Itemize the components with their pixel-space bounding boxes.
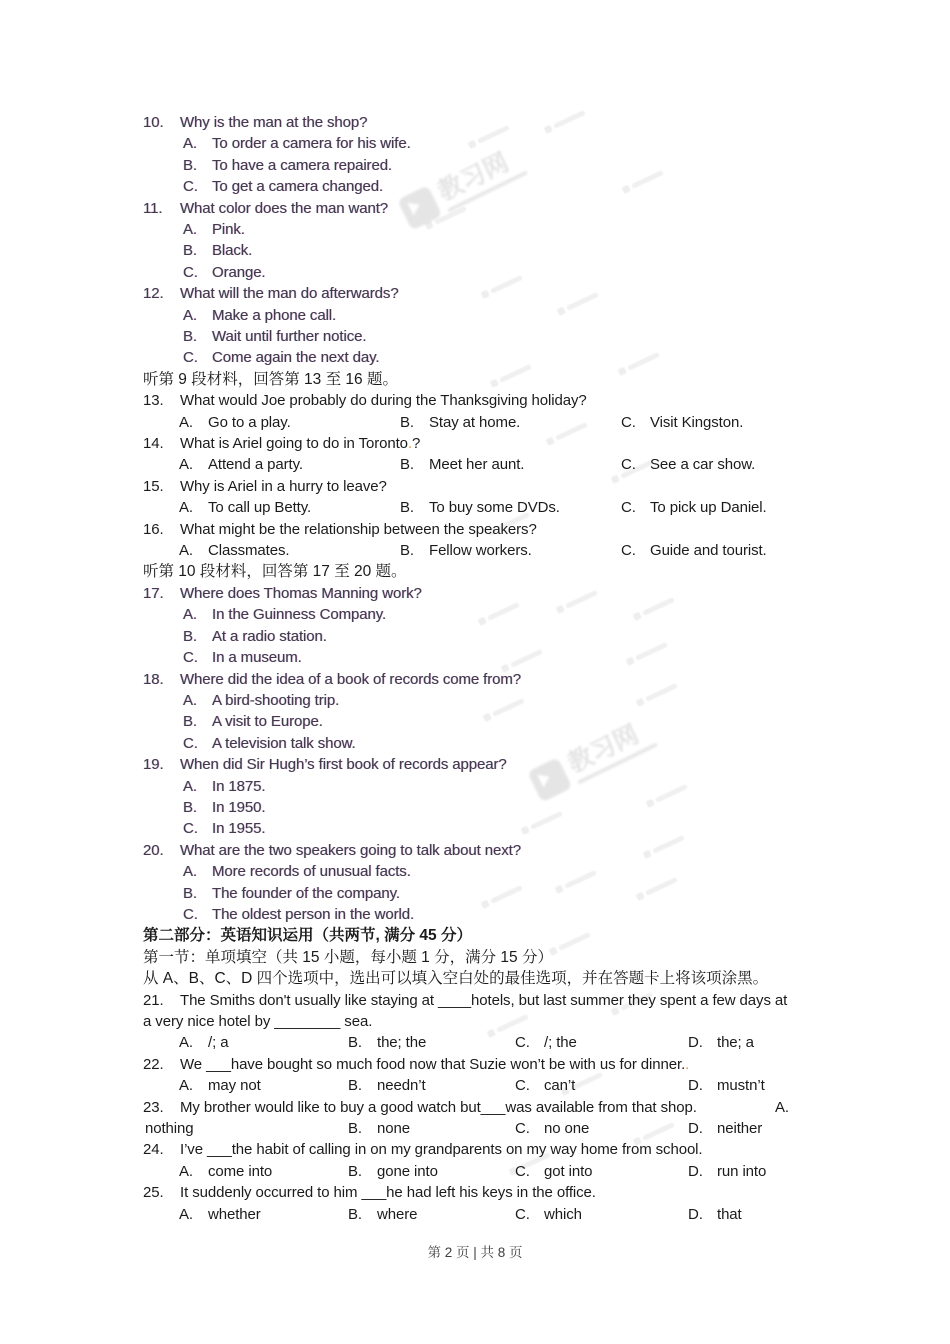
option-letter: B. (348, 1162, 362, 1180)
option-text: In a museum. (212, 649, 302, 667)
option-18-B (143, 711, 843, 732)
question-14 (143, 433, 843, 476)
option-letter: C. (515, 1120, 530, 1137)
option-24-D (688, 1161, 766, 1182)
option-19-A (143, 776, 843, 797)
question-text: What is Ariel going to do in Toronto (180, 435, 408, 453)
question-number: 17. (143, 584, 164, 602)
option-18-A (143, 690, 843, 711)
options-row (143, 1075, 843, 1096)
option-letter: B. (348, 1120, 362, 1137)
option-text: Attend a party. (208, 456, 303, 474)
option-15-B (400, 497, 560, 518)
option-letter: C. (515, 1205, 530, 1223)
question-line (143, 283, 843, 304)
option-text: got into (544, 1162, 593, 1180)
option-text: none (377, 1120, 410, 1137)
option-text: gone into (377, 1162, 438, 1180)
option-13-C (621, 412, 743, 433)
option-25-A (179, 1204, 261, 1225)
option-letter: C. (621, 456, 636, 474)
option-23-D (688, 1118, 762, 1139)
question-11 (143, 198, 843, 284)
question-text: Why is the man at the shop? (180, 114, 368, 131)
option-letter: D. (688, 1034, 703, 1052)
annotation-dot: . (685, 1055, 690, 1073)
question-text: Where did the idea of a book of records come from? (180, 670, 522, 688)
question-number: 25. (143, 1184, 164, 1202)
option-text: Meet her aunt. (429, 456, 525, 474)
option-letter: C. (183, 349, 198, 367)
option-text: the; a (717, 1034, 754, 1052)
question-line (143, 1097, 843, 1118)
question-12 (143, 283, 843, 369)
option-text: nothing (145, 1120, 194, 1137)
question-text: Why is Ariel in a hurry to leave? (180, 477, 387, 495)
option-24-A (179, 1161, 272, 1182)
question-13 (143, 390, 843, 433)
question-text: When did Sir Hugh’s first book of records appear? (180, 756, 507, 774)
options-row (143, 540, 843, 561)
question-number: 11. (143, 199, 163, 217)
option-text: Guide and tourist. (650, 542, 767, 560)
option-text: To order a camera for his wife. (212, 135, 411, 153)
question-20 (143, 840, 843, 926)
question-line (143, 583, 843, 604)
option-13-B (400, 412, 520, 433)
option-letter: A. (183, 863, 197, 881)
options-row (143, 454, 843, 475)
option-23-A (145, 1118, 194, 1139)
option-text: To get a camera changed. (212, 178, 384, 196)
instruction-line: 听第 9 段材料，回答第 13 至 16 题。 (143, 370, 398, 388)
question-number: 13. (143, 392, 164, 410)
option-letter: A. (179, 1205, 193, 1223)
option-text: To buy some DVDs. (429, 499, 560, 517)
question-number: 10. (143, 114, 164, 131)
question-22 (143, 1054, 843, 1097)
option-text: In 1955. (212, 820, 266, 838)
question-line (143, 1182, 843, 1203)
option-letter: C. (183, 649, 198, 667)
option-letter: C. (515, 1034, 530, 1052)
option-text: The founder of the company. (212, 884, 400, 902)
question-text: My brother would like to buy a good watch but___was available from that shop. (180, 1098, 697, 1116)
option-letter: B. (183, 242, 197, 260)
option-letter: B. (400, 456, 414, 474)
question-line (143, 754, 843, 775)
option-letter: B. (400, 542, 414, 560)
option-letter: A. (179, 499, 193, 517)
option-text: Fellow workers. (429, 542, 532, 560)
option-letter: A. (183, 135, 197, 153)
option-letter: D. (688, 1162, 703, 1180)
option-text: mustn’t (717, 1077, 765, 1095)
instruction-line: 第一节：单项填空（共 15 小题，每小题 1 分，满分 15 分） (143, 948, 553, 966)
option-16-B (400, 540, 532, 561)
option-letter: C. (621, 499, 636, 517)
option-text: More records of unusual facts. (212, 863, 411, 881)
question-15 (143, 476, 843, 519)
option-text: that (717, 1205, 742, 1223)
option-14-C (621, 454, 755, 475)
option-10-B (143, 155, 843, 176)
option-24-B (348, 1161, 438, 1182)
option-letter: B. (348, 1077, 362, 1095)
option-letter: C. (183, 178, 198, 196)
options-row (143, 497, 843, 518)
option-letter: B. (183, 884, 197, 902)
option-letter: C. (183, 734, 198, 752)
option-text: Visit Kingston. (650, 413, 744, 431)
question-number: 19. (143, 756, 164, 774)
option-text: In 1950. (212, 798, 266, 816)
option-letter: A. (179, 1162, 193, 1180)
option-20-C (143, 904, 843, 925)
option-letter: A. (179, 413, 193, 431)
option-letter: C. (515, 1077, 530, 1095)
question-18 (143, 669, 843, 755)
question-text: What are the two speakers going to talk about next? (180, 841, 521, 859)
option-text: /; the (544, 1034, 577, 1052)
option-14-A (179, 454, 303, 475)
question-25 (143, 1182, 843, 1225)
option-25-D (688, 1204, 742, 1225)
question-wrap-line: a very nice hotel by ________ sea. (143, 1013, 373, 1030)
option-22-A (179, 1075, 261, 1096)
question-number: 21. (143, 991, 164, 1009)
option-16-A (179, 540, 289, 561)
option-letter: B. (183, 328, 197, 346)
option-text: come into (208, 1162, 273, 1180)
question-number: 14. (143, 435, 164, 453)
question-line (143, 990, 843, 1011)
annotation-dot: . (407, 435, 413, 453)
option-15-C (621, 497, 767, 518)
question-number: 22. (143, 1055, 164, 1073)
option-letter: A. (183, 306, 197, 324)
question-text: What would Joe probably do during the Thanksgiving holiday? (180, 392, 587, 410)
option-letter: B. (183, 798, 197, 816)
option-text: Black. (212, 242, 253, 260)
option-letter: C. (183, 820, 198, 838)
option-text: Stay at home. (429, 413, 521, 431)
options-row (143, 1032, 843, 1053)
question-19 (143, 754, 843, 840)
option-text: See a car show. (650, 456, 756, 474)
option-text: To have a camera repaired. (212, 156, 393, 174)
option-17-A (143, 604, 843, 625)
option-text: At a radio station. (212, 627, 327, 645)
question-23 (143, 1097, 843, 1140)
option-23-C (515, 1118, 589, 1139)
option-text: Pink. (212, 221, 245, 239)
option-11-A (143, 219, 843, 240)
option-16-C (621, 540, 767, 561)
option-text: run into (717, 1162, 767, 1180)
question-text: The Smiths don't usually like staying at ____hotels, but last summer they spent a few days at (180, 991, 788, 1009)
option-text: the; the (377, 1034, 427, 1052)
option-text: can’t (544, 1077, 576, 1095)
option-letter: B. (183, 627, 197, 645)
options-row (143, 412, 843, 433)
instruction-line: 听第 10 段材料，回答第 17 至 20 题。 (143, 563, 407, 581)
question-number: 20. (143, 841, 164, 859)
question-line (143, 519, 843, 540)
question-17 (143, 583, 843, 669)
option-letter: B. (400, 413, 414, 431)
option-text: Classmates. (208, 542, 290, 560)
option-22-D (688, 1075, 765, 1096)
option-21-C (515, 1032, 577, 1053)
option-text: Make a phone call. (212, 306, 337, 324)
option-text: In 1875. (212, 777, 266, 795)
option-19-B (143, 797, 843, 818)
option-text: Come again the next day. (212, 349, 380, 367)
option-text: which (544, 1205, 582, 1223)
option-12-B (143, 326, 843, 347)
question-line (143, 433, 843, 454)
option-13-A (179, 412, 291, 433)
option-20-A (143, 861, 843, 882)
option-letter: B. (183, 156, 197, 174)
option-24-C (515, 1161, 592, 1182)
option-22-B (348, 1075, 426, 1096)
option-letter: C. (183, 905, 198, 923)
option-20-B (143, 883, 843, 904)
question-line (143, 1054, 843, 1075)
option-12-C (143, 347, 843, 368)
option-14-B (400, 454, 524, 475)
option-text: may not (208, 1077, 261, 1095)
option-text: whether (208, 1205, 261, 1223)
option-letter: A. (179, 1034, 193, 1052)
option-22-C (515, 1075, 575, 1096)
option-18-C (143, 733, 843, 754)
option-letter: C. (621, 542, 636, 560)
option-text: needn’t (377, 1077, 426, 1095)
question-number: 12. (143, 285, 164, 303)
question-24 (143, 1139, 843, 1182)
option-text: A visit to Europe. (212, 713, 323, 731)
option-21-A (179, 1032, 228, 1053)
option-21-B (348, 1032, 426, 1053)
option-letter: A. (183, 777, 197, 795)
option-25-B (348, 1204, 417, 1225)
option-letter: B. (348, 1205, 362, 1223)
option-11-B (143, 240, 843, 261)
question-number: 23. (143, 1098, 164, 1116)
option-letter: D. (688, 1120, 703, 1137)
option-letter: A. (179, 1077, 193, 1095)
option-text: /; a (208, 1034, 229, 1052)
question-text: What will the man do afterwards? (180, 285, 399, 303)
question-text: I’ve ___the habit of calling in on my grandparents on my way home from school. (180, 1141, 703, 1159)
options-row (143, 1118, 843, 1139)
question-line (143, 390, 843, 411)
option-12-A (143, 305, 843, 326)
option-letter: B. (183, 713, 197, 731)
question-16 (143, 519, 843, 562)
option-10-C (143, 176, 843, 197)
exam-content (143, 112, 843, 1225)
question-number: 24. (143, 1141, 164, 1159)
question-text: It suddenly occurred to him ___he had left his keys in the office. (180, 1184, 596, 1202)
option-17-C (143, 647, 843, 668)
option-21-D (688, 1032, 754, 1053)
option-text: where (377, 1205, 418, 1223)
question-number: 15. (143, 477, 164, 495)
option-25-C (515, 1204, 582, 1225)
option-letter: A. (183, 606, 197, 624)
option-23-B (348, 1118, 410, 1139)
option-text: To pick up Daniel. (650, 499, 767, 517)
option-text: A television talk show. (212, 734, 356, 752)
option-letter: C. (621, 413, 636, 431)
option-letter: A. (179, 542, 193, 560)
option-19-C (143, 818, 843, 839)
question-line (143, 840, 843, 861)
question-number: 16. (143, 520, 164, 538)
question-line (143, 112, 843, 133)
option-letter: C. (183, 263, 198, 281)
option-letter: D. (688, 1077, 703, 1095)
question-number: 18. (143, 670, 164, 688)
option-11-C (143, 262, 843, 283)
option-letter: C. (515, 1162, 530, 1180)
option-17-B (143, 626, 843, 647)
option-letter: A. (183, 221, 197, 239)
question-text: What color does the man want? (180, 199, 389, 217)
question-10 (143, 112, 843, 198)
question-text: ? (412, 435, 421, 453)
option-text: Wait until further notice. (212, 328, 367, 346)
option-10-A (143, 133, 843, 154)
option-text: In the Guinness Company. (212, 606, 387, 624)
option-label-overflow: A. (775, 1098, 789, 1116)
options-row (143, 1161, 843, 1182)
section-heading: 第二部分：英语知识运用（共两节, 满分 45 分） (143, 927, 472, 945)
question-line (143, 669, 843, 690)
question-line (143, 1139, 843, 1160)
option-text: Go to a play. (208, 413, 291, 431)
option-letter: B. (348, 1034, 362, 1052)
watermark-brand-text: 教习网 (433, 147, 513, 206)
question-text: What might be the relationship between the speakers? (180, 520, 537, 538)
option-letter: A. (179, 456, 193, 474)
option-text: A bird-shooting trip. (212, 691, 340, 709)
question-21 (143, 990, 843, 1054)
option-text: neither (717, 1120, 763, 1137)
question-text: Where does Thomas Manning work? (180, 584, 422, 602)
option-text: The oldest person in the world. (212, 905, 415, 923)
option-text: Orange. (212, 263, 266, 281)
question-text: We ___have bought so much food now that Suzie won’t be with us for dinner. (180, 1055, 686, 1073)
page-number-footer: 第 2 页 | 共 8 页 (427, 1245, 523, 1260)
option-letter: D. (688, 1205, 703, 1223)
instruction-line: 从 A、B、C、D 四个选项中，选出可以填入空白处的最佳选项，并在答题卡上将该项涂黑。 (143, 970, 769, 988)
option-letter: B. (400, 499, 414, 517)
option-15-A (179, 497, 311, 518)
question-line (143, 476, 843, 497)
watermark-brand-text: 教习网 (563, 719, 643, 778)
options-row (143, 1204, 843, 1225)
option-letter: A. (183, 691, 197, 709)
option-text: no one (544, 1120, 590, 1137)
question-line (143, 198, 843, 219)
option-text: To call up Betty. (208, 499, 312, 517)
